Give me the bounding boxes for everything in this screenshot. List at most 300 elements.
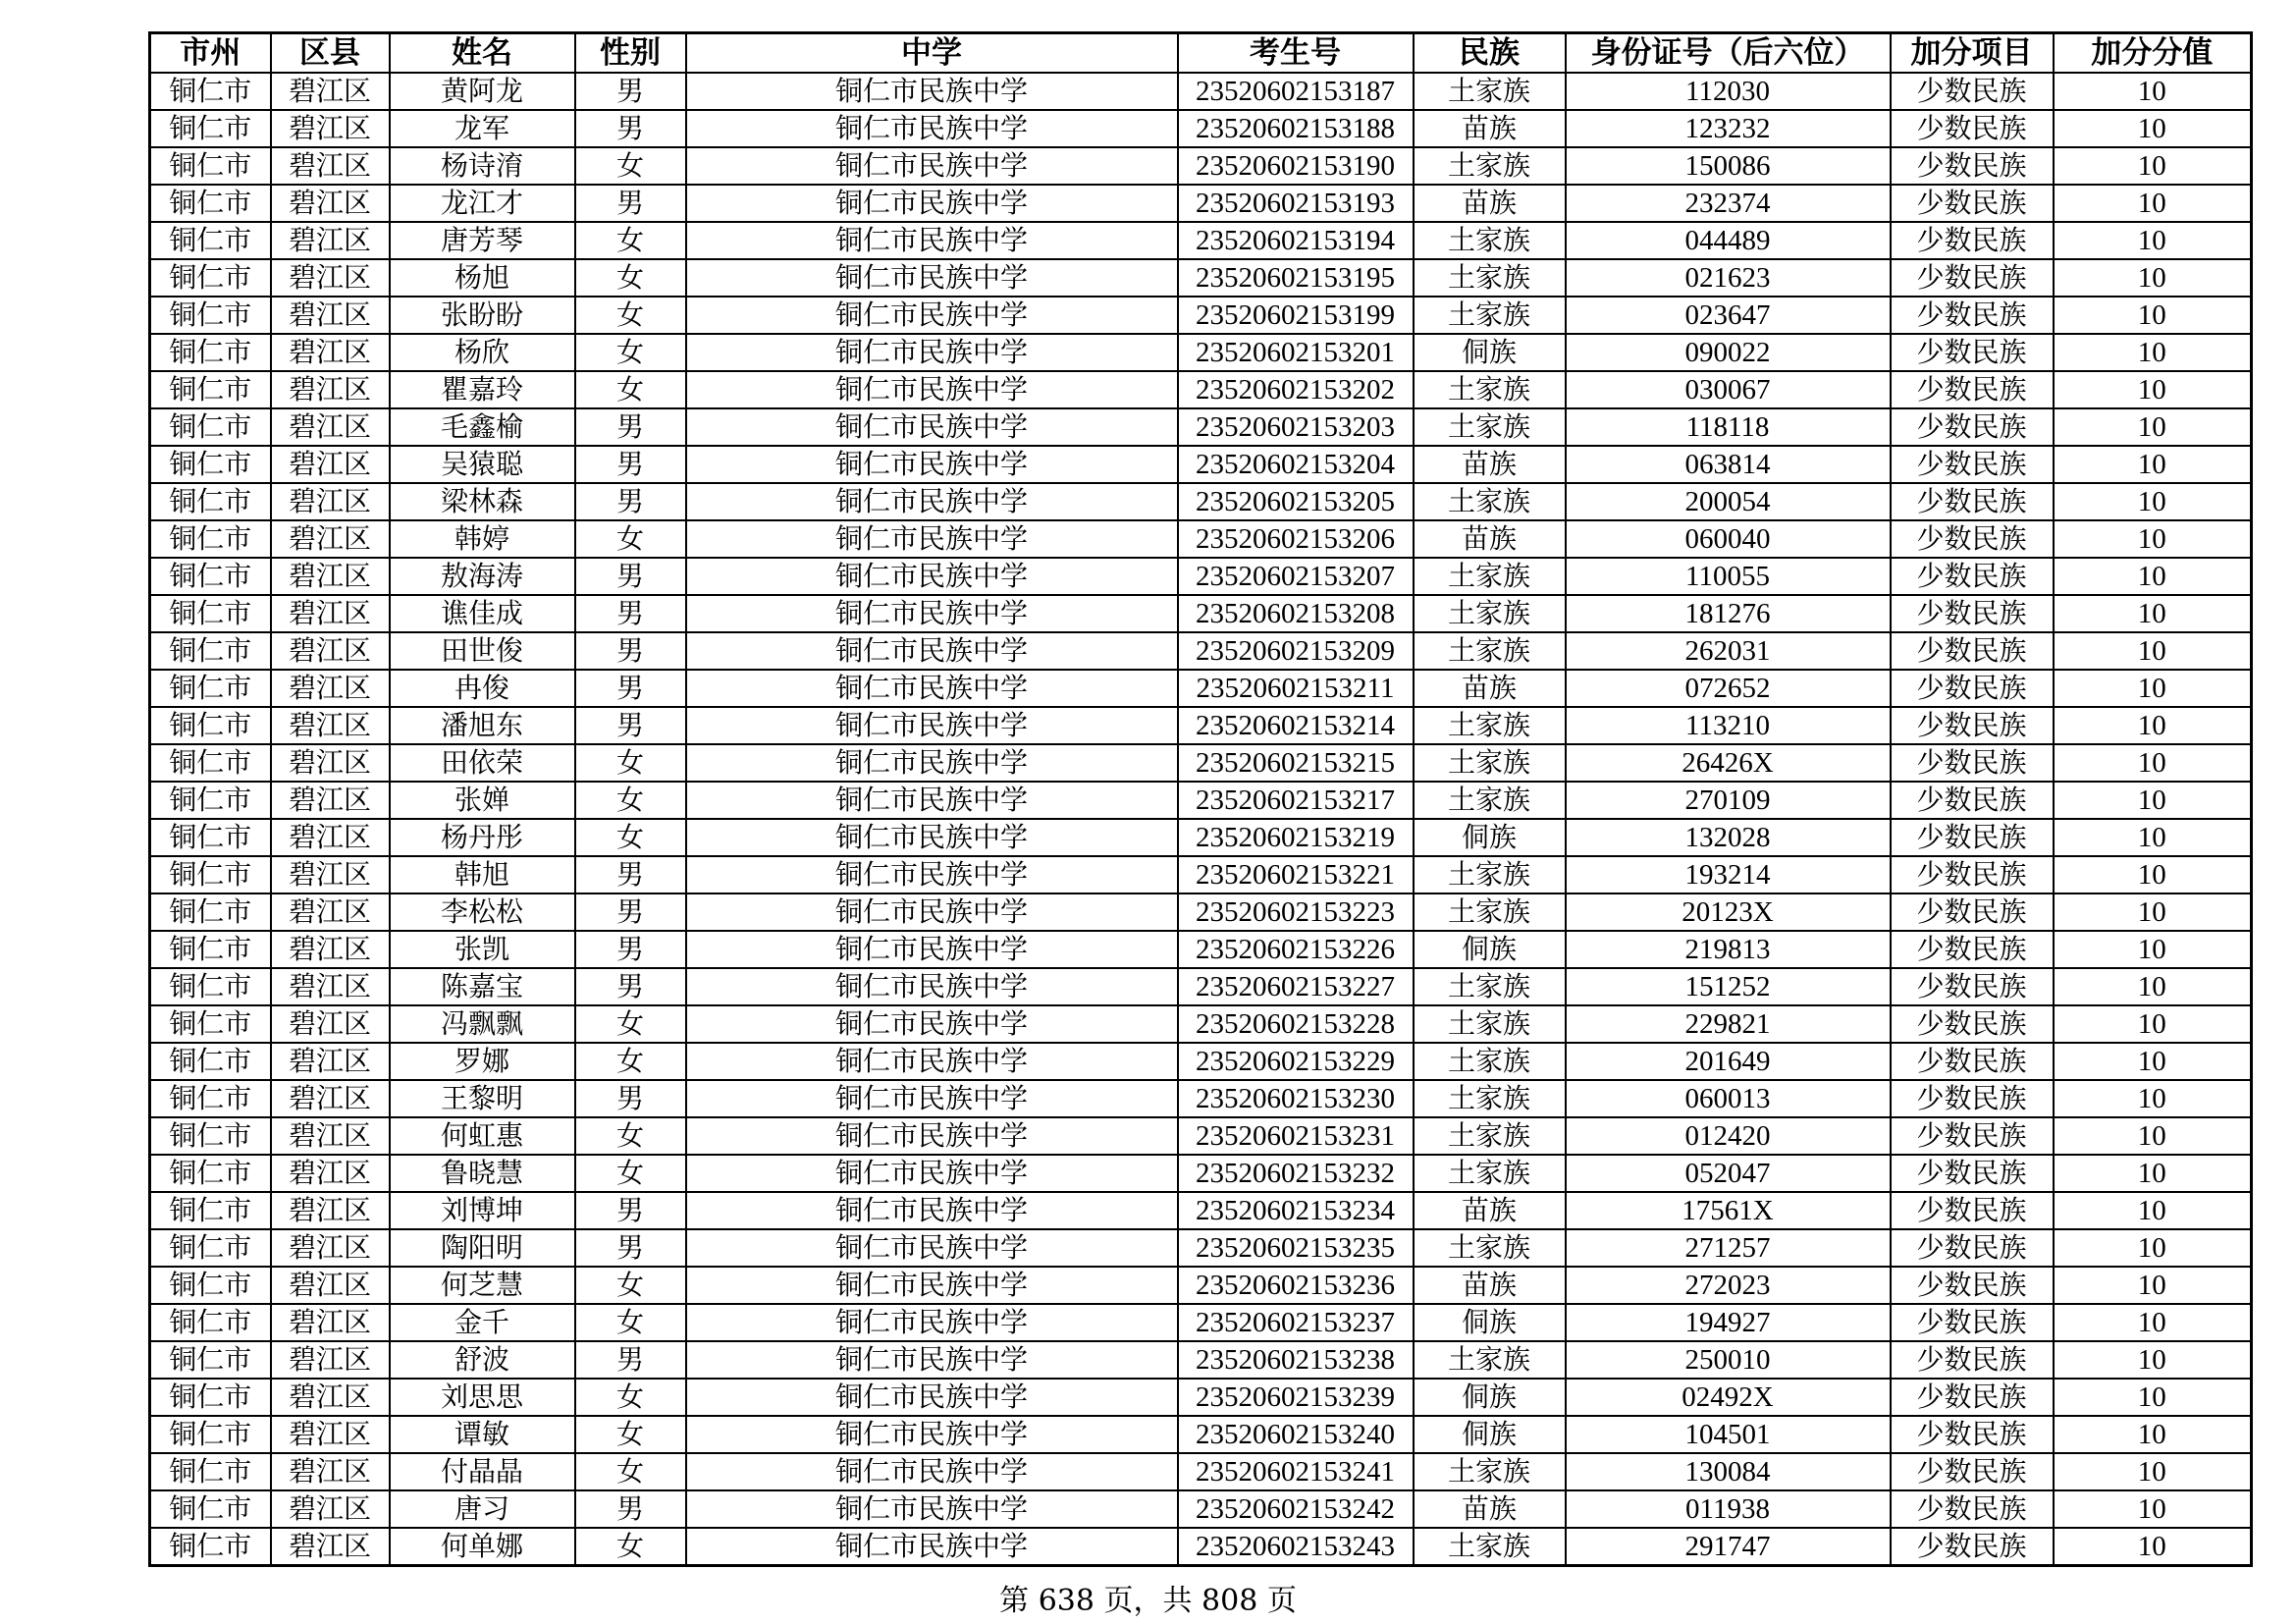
table-row [150, 1341, 2252, 1379]
table-row [150, 744, 2252, 782]
cell-school: 铜仁市民族中学 [686, 856, 1178, 893]
cell-bonus-item: 少数民族 [1891, 558, 2054, 595]
cell-bonus-value: 10 [2054, 1117, 2252, 1155]
cell-bonus-item: 少数民族 [1891, 1528, 2054, 1566]
cell-exam-number: 23520602153241 [1178, 1453, 1414, 1490]
table-row [150, 1043, 2252, 1080]
cell-exam-number: 23520602153215 [1178, 744, 1414, 782]
cell-exam-number: 23520602153227 [1178, 968, 1414, 1005]
cell-name: 付晶晶 [390, 1453, 575, 1490]
cell-id-last-six: 150086 [1566, 147, 1891, 185]
cell-id-last-six: 17561X [1566, 1192, 1891, 1229]
cell-bonus-item: 少数民族 [1891, 1304, 2054, 1341]
cell-city: 铜仁市 [150, 446, 271, 483]
cell-district: 碧江区 [271, 968, 390, 1005]
cell-ethnicity: 苗族 [1414, 520, 1566, 558]
cell-city: 铜仁市 [150, 1528, 271, 1566]
cell-district: 碧江区 [271, 1117, 390, 1155]
cell-id-last-six: 130084 [1566, 1453, 1891, 1490]
cell-ethnicity: 土家族 [1414, 782, 1566, 819]
cell-bonus-value: 10 [2054, 744, 2252, 782]
cell-city: 铜仁市 [150, 1453, 271, 1490]
cell-bonus-value: 10 [2054, 334, 2252, 371]
page-number-footer: 第 638 页，共 808 页 [999, 1584, 1297, 1618]
cell-bonus-item: 少数民族 [1891, 707, 2054, 744]
cell-ethnicity: 土家族 [1414, 1528, 1566, 1566]
table-row [150, 1416, 2252, 1453]
cell-school: 铜仁市民族中学 [686, 446, 1178, 483]
cell-district: 碧江区 [271, 1043, 390, 1080]
header-name: 姓名 [390, 33, 575, 74]
cell-id-last-six: 272023 [1566, 1267, 1891, 1304]
cell-school: 铜仁市民族中学 [686, 147, 1178, 185]
cell-city: 铜仁市 [150, 110, 271, 147]
cell-name: 唐芳琴 [390, 222, 575, 259]
cell-exam-number: 23520602153226 [1178, 931, 1414, 968]
cell-bonus-value: 10 [2054, 632, 2252, 670]
cell-district: 碧江区 [271, 147, 390, 185]
cell-exam-number: 23520602153238 [1178, 1341, 1414, 1379]
cell-school: 铜仁市民族中学 [686, 110, 1178, 147]
cell-gender: 女 [575, 1267, 686, 1304]
cell-ethnicity: 土家族 [1414, 1155, 1566, 1192]
table-row [150, 632, 2252, 670]
cell-city: 铜仁市 [150, 595, 271, 632]
cell-id-last-six: 151252 [1566, 968, 1891, 1005]
cell-name: 杨丹彤 [390, 819, 575, 856]
cell-id-last-six: 250010 [1566, 1341, 1891, 1379]
cell-name: 张凯 [390, 931, 575, 968]
cell-ethnicity: 土家族 [1414, 558, 1566, 595]
cell-bonus-value: 10 [2054, 1192, 2252, 1229]
cell-district: 碧江区 [271, 185, 390, 222]
cell-gender: 女 [575, 1304, 686, 1341]
cell-exam-number: 23520602153235 [1178, 1229, 1414, 1267]
cell-name: 王黎明 [390, 1080, 575, 1117]
table-row [150, 1192, 2252, 1229]
cell-school: 铜仁市民族中学 [686, 1267, 1178, 1304]
cell-gender: 男 [575, 670, 686, 707]
cell-district: 碧江区 [271, 1453, 390, 1490]
cell-ethnicity: 土家族 [1414, 408, 1566, 446]
cell-exam-number: 23520602153203 [1178, 408, 1414, 446]
cell-district: 碧江区 [271, 1341, 390, 1379]
cell-id-last-six: 113210 [1566, 707, 1891, 744]
cell-bonus-value: 10 [2054, 110, 2252, 147]
cell-ethnicity: 苗族 [1414, 1267, 1566, 1304]
cell-name: 何虹惠 [390, 1117, 575, 1155]
cell-school: 铜仁市民族中学 [686, 1155, 1178, 1192]
cell-bonus-value: 10 [2054, 1043, 2252, 1080]
cell-ethnicity: 土家族 [1414, 147, 1566, 185]
cell-district: 碧江区 [271, 595, 390, 632]
cell-bonus-value: 10 [2054, 1379, 2252, 1416]
cell-school: 铜仁市民族中学 [686, 1490, 1178, 1528]
cell-gender: 女 [575, 1416, 686, 1453]
cell-id-last-six: 021623 [1566, 259, 1891, 297]
cell-ethnicity: 苗族 [1414, 185, 1566, 222]
cell-exam-number: 23520602153206 [1178, 520, 1414, 558]
cell-gender: 女 [575, 1155, 686, 1192]
table-row [150, 782, 2252, 819]
cell-ethnicity: 土家族 [1414, 856, 1566, 893]
cell-city: 铜仁市 [150, 707, 271, 744]
cell-city: 铜仁市 [150, 297, 271, 334]
cell-school: 铜仁市民族中学 [686, 1341, 1178, 1379]
cell-district: 碧江区 [271, 1267, 390, 1304]
cell-district: 碧江区 [271, 1155, 390, 1192]
cell-bonus-item: 少数民族 [1891, 1043, 2054, 1080]
cell-name: 张盼盼 [390, 297, 575, 334]
cell-gender: 女 [575, 520, 686, 558]
cell-bonus-item: 少数民族 [1891, 73, 2054, 110]
cell-school: 铜仁市民族中学 [686, 893, 1178, 931]
table-row [150, 371, 2252, 408]
table-row [150, 931, 2252, 968]
cell-school: 铜仁市民族中学 [686, 520, 1178, 558]
cell-id-last-six: 023647 [1566, 297, 1891, 334]
cell-exam-number: 23520602153231 [1178, 1117, 1414, 1155]
cell-school: 铜仁市民族中学 [686, 931, 1178, 968]
cell-ethnicity: 土家族 [1414, 222, 1566, 259]
cell-id-last-six: 262031 [1566, 632, 1891, 670]
cell-ethnicity: 土家族 [1414, 707, 1566, 744]
table-row [150, 1379, 2252, 1416]
cell-ethnicity: 土家族 [1414, 632, 1566, 670]
cell-name: 谯佳成 [390, 595, 575, 632]
cell-district: 碧江区 [271, 1080, 390, 1117]
table-row [150, 856, 2252, 893]
header-exam-number: 考生号 [1178, 33, 1414, 74]
cell-district: 碧江区 [271, 297, 390, 334]
cell-ethnicity: 土家族 [1414, 595, 1566, 632]
cell-gender: 男 [575, 558, 686, 595]
cell-name: 田依荣 [390, 744, 575, 782]
cell-district: 碧江区 [271, 1005, 390, 1043]
header-bonus-item: 加分项目 [1891, 33, 2054, 74]
table-row [150, 819, 2252, 856]
cell-bonus-item: 少数民族 [1891, 147, 2054, 185]
cell-ethnicity: 苗族 [1414, 110, 1566, 147]
cell-exam-number: 23520602153221 [1178, 856, 1414, 893]
cell-bonus-value: 10 [2054, 856, 2252, 893]
cell-gender: 女 [575, 1005, 686, 1043]
cell-ethnicity: 侗族 [1414, 1416, 1566, 1453]
cell-bonus-value: 10 [2054, 1229, 2252, 1267]
cell-bonus-value: 10 [2054, 1267, 2252, 1304]
cell-exam-number: 23520602153195 [1178, 259, 1414, 297]
cell-id-last-six: 063814 [1566, 446, 1891, 483]
cell-district: 碧江区 [271, 558, 390, 595]
cell-bonus-item: 少数民族 [1891, 297, 2054, 334]
cell-ethnicity: 土家族 [1414, 744, 1566, 782]
cell-bonus-item: 少数民族 [1891, 446, 2054, 483]
table-row [150, 1267, 2252, 1304]
cell-name: 刘博坤 [390, 1192, 575, 1229]
cell-id-last-six: 193214 [1566, 856, 1891, 893]
cell-name: 杨旭 [390, 259, 575, 297]
cell-name: 韩婷 [390, 520, 575, 558]
cell-school: 铜仁市民族中学 [686, 595, 1178, 632]
cell-id-last-six: 291747 [1566, 1528, 1891, 1566]
cell-bonus-item: 少数民族 [1891, 259, 2054, 297]
cell-district: 碧江区 [271, 931, 390, 968]
cell-school: 铜仁市民族中学 [686, 334, 1178, 371]
cell-city: 铜仁市 [150, 520, 271, 558]
cell-id-last-six: 229821 [1566, 1005, 1891, 1043]
cell-gender: 男 [575, 893, 686, 931]
cell-bonus-item: 少数民族 [1891, 1490, 2054, 1528]
cell-name: 冯飘飘 [390, 1005, 575, 1043]
cell-district: 碧江区 [271, 1490, 390, 1528]
table-row [150, 595, 2252, 632]
bonus-points-table [148, 31, 2253, 1567]
cell-bonus-value: 10 [2054, 670, 2252, 707]
cell-school: 铜仁市民族中学 [686, 1080, 1178, 1117]
cell-gender: 男 [575, 185, 686, 222]
cell-bonus-value: 10 [2054, 893, 2252, 931]
cell-name: 冉俊 [390, 670, 575, 707]
cell-exam-number: 23520602153234 [1178, 1192, 1414, 1229]
cell-bonus-item: 少数民族 [1891, 222, 2054, 259]
cell-district: 碧江区 [271, 446, 390, 483]
cell-gender: 男 [575, 483, 686, 520]
cell-id-last-six: 011938 [1566, 1490, 1891, 1528]
cell-gender: 男 [575, 632, 686, 670]
cell-name: 鲁晓慧 [390, 1155, 575, 1192]
cell-bonus-item: 少数民族 [1891, 1005, 2054, 1043]
table-row [150, 707, 2252, 744]
cell-id-last-six: 123232 [1566, 110, 1891, 147]
table-row [150, 446, 2252, 483]
cell-school: 铜仁市民族中学 [686, 1005, 1178, 1043]
cell-exam-number: 23520602153217 [1178, 782, 1414, 819]
table-row [150, 1080, 2252, 1117]
table-row [150, 334, 2252, 371]
cell-exam-number: 23520602153239 [1178, 1379, 1414, 1416]
cell-city: 铜仁市 [150, 1155, 271, 1192]
cell-ethnicity: 苗族 [1414, 1192, 1566, 1229]
cell-school: 铜仁市民族中学 [686, 1192, 1178, 1229]
cell-bonus-value: 10 [2054, 222, 2252, 259]
cell-bonus-value: 10 [2054, 371, 2252, 408]
cell-school: 铜仁市民族中学 [686, 185, 1178, 222]
cell-exam-number: 23520602153194 [1178, 222, 1414, 259]
cell-name: 金千 [390, 1304, 575, 1341]
table-row [150, 408, 2252, 446]
cell-city: 铜仁市 [150, 1267, 271, 1304]
cell-bonus-item: 少数民族 [1891, 520, 2054, 558]
cell-city: 铜仁市 [150, 371, 271, 408]
cell-bonus-value: 10 [2054, 1453, 2252, 1490]
cell-name: 罗娜 [390, 1043, 575, 1080]
cell-exam-number: 23520602153187 [1178, 73, 1414, 110]
cell-name: 潘旭东 [390, 707, 575, 744]
table-header [150, 33, 2252, 74]
table-row [150, 222, 2252, 259]
cell-exam-number: 23520602153237 [1178, 1304, 1414, 1341]
cell-gender: 男 [575, 110, 686, 147]
cell-id-last-six: 132028 [1566, 819, 1891, 856]
cell-id-last-six: 052047 [1566, 1155, 1891, 1192]
cell-school: 铜仁市民族中学 [686, 1379, 1178, 1416]
cell-ethnicity: 土家族 [1414, 1043, 1566, 1080]
cell-exam-number: 23520602153242 [1178, 1490, 1414, 1528]
cell-city: 铜仁市 [150, 1192, 271, 1229]
cell-exam-number: 23520602153214 [1178, 707, 1414, 744]
cell-ethnicity: 土家族 [1414, 968, 1566, 1005]
cell-id-last-six: 270109 [1566, 782, 1891, 819]
cell-id-last-six: 030067 [1566, 371, 1891, 408]
cell-city: 铜仁市 [150, 1490, 271, 1528]
cell-bonus-item: 少数民族 [1891, 408, 2054, 446]
cell-bonus-item: 少数民族 [1891, 1416, 2054, 1453]
cell-bonus-value: 10 [2054, 558, 2252, 595]
cell-district: 碧江区 [271, 744, 390, 782]
cell-name: 龙江才 [390, 185, 575, 222]
cell-gender: 女 [575, 744, 686, 782]
cell-bonus-item: 少数民族 [1891, 334, 2054, 371]
table-row [150, 1304, 2252, 1341]
cell-name: 田世俊 [390, 632, 575, 670]
cell-gender: 女 [575, 259, 686, 297]
cell-gender: 女 [575, 222, 686, 259]
cell-school: 铜仁市民族中学 [686, 1528, 1178, 1566]
cell-bonus-value: 10 [2054, 968, 2252, 1005]
cell-city: 铜仁市 [150, 856, 271, 893]
cell-gender: 男 [575, 1080, 686, 1117]
cell-bonus-item: 少数民族 [1891, 595, 2054, 632]
cell-city: 铜仁市 [150, 259, 271, 297]
cell-school: 铜仁市民族中学 [686, 968, 1178, 1005]
cell-bonus-item: 少数民族 [1891, 670, 2054, 707]
cell-ethnicity: 土家族 [1414, 297, 1566, 334]
cell-ethnicity: 侗族 [1414, 334, 1566, 371]
cell-gender: 女 [575, 1453, 686, 1490]
header-id-last-six: 身份证号（后六位） [1566, 33, 1891, 74]
cell-bonus-item: 少数民族 [1891, 371, 2054, 408]
cell-gender: 男 [575, 1229, 686, 1267]
cell-school: 铜仁市民族中学 [686, 632, 1178, 670]
cell-id-last-six: 219813 [1566, 931, 1891, 968]
cell-exam-number: 23520602153211 [1178, 670, 1414, 707]
table-row [150, 520, 2252, 558]
cell-gender: 女 [575, 147, 686, 185]
cell-city: 铜仁市 [150, 893, 271, 931]
cell-exam-number: 23520602153207 [1178, 558, 1414, 595]
cell-city: 铜仁市 [150, 1304, 271, 1341]
cell-gender: 女 [575, 782, 686, 819]
cell-bonus-item: 少数民族 [1891, 110, 2054, 147]
cell-city: 铜仁市 [150, 819, 271, 856]
cell-bonus-item: 少数民族 [1891, 856, 2054, 893]
cell-school: 铜仁市民族中学 [686, 259, 1178, 297]
cell-city: 铜仁市 [150, 1043, 271, 1080]
cell-id-last-six: 090022 [1566, 334, 1891, 371]
cell-gender: 男 [575, 1341, 686, 1379]
cell-gender: 女 [575, 1117, 686, 1155]
cell-name: 唐习 [390, 1490, 575, 1528]
cell-bonus-value: 10 [2054, 297, 2252, 334]
cell-bonus-item: 少数民族 [1891, 632, 2054, 670]
cell-gender: 女 [575, 819, 686, 856]
cell-name: 龙军 [390, 110, 575, 147]
cell-bonus-value: 10 [2054, 408, 2252, 446]
cell-school: 铜仁市民族中学 [686, 483, 1178, 520]
cell-bonus-item: 少数民族 [1891, 1379, 2054, 1416]
cell-bonus-item: 少数民族 [1891, 1453, 2054, 1490]
cell-bonus-item: 少数民族 [1891, 1341, 2054, 1379]
cell-exam-number: 23520602153188 [1178, 110, 1414, 147]
cell-school: 铜仁市民族中学 [686, 744, 1178, 782]
cell-bonus-value: 10 [2054, 1155, 2252, 1192]
cell-school: 铜仁市民族中学 [686, 73, 1178, 110]
cell-bonus-value: 10 [2054, 1080, 2252, 1117]
cell-bonus-item: 少数民族 [1891, 1229, 2054, 1267]
cell-bonus-value: 10 [2054, 931, 2252, 968]
cell-district: 碧江区 [271, 371, 390, 408]
cell-bonus-item: 少数民族 [1891, 1155, 2054, 1192]
cell-city: 铜仁市 [150, 1341, 271, 1379]
cell-bonus-item: 少数民族 [1891, 1267, 2054, 1304]
cell-gender: 男 [575, 595, 686, 632]
cell-city: 铜仁市 [150, 222, 271, 259]
cell-gender: 男 [575, 968, 686, 1005]
cell-bonus-item: 少数民族 [1891, 1080, 2054, 1117]
table-row [150, 483, 2252, 520]
cell-school: 铜仁市民族中学 [686, 1304, 1178, 1341]
cell-ethnicity: 土家族 [1414, 1005, 1566, 1043]
cell-exam-number: 23520602153193 [1178, 185, 1414, 222]
cell-name: 黄阿龙 [390, 73, 575, 110]
cell-district: 碧江区 [271, 1416, 390, 1453]
cell-bonus-item: 少数民族 [1891, 893, 2054, 931]
table-row [150, 1528, 2252, 1566]
cell-id-last-six: 232374 [1566, 185, 1891, 222]
header-bonus-value: 加分分值 [2054, 33, 2252, 74]
cell-school: 铜仁市民族中学 [686, 782, 1178, 819]
cell-school: 铜仁市民族中学 [686, 1117, 1178, 1155]
cell-city: 铜仁市 [150, 483, 271, 520]
cell-name: 杨欣 [390, 334, 575, 371]
header-city: 市州 [150, 33, 271, 74]
cell-exam-number: 23520602153204 [1178, 446, 1414, 483]
cell-bonus-value: 10 [2054, 446, 2252, 483]
cell-name: 舒波 [390, 1341, 575, 1379]
table-row [150, 1453, 2252, 1490]
cell-name: 陈嘉宝 [390, 968, 575, 1005]
cell-gender: 男 [575, 1490, 686, 1528]
cell-exam-number: 23520602153209 [1178, 632, 1414, 670]
cell-exam-number: 23520602153199 [1178, 297, 1414, 334]
cell-id-last-six: 112030 [1566, 73, 1891, 110]
cell-city: 铜仁市 [150, 968, 271, 1005]
cell-gender: 女 [575, 1379, 686, 1416]
cell-exam-number: 23520602153190 [1178, 147, 1414, 185]
cell-id-last-six: 271257 [1566, 1229, 1891, 1267]
cell-city: 铜仁市 [150, 558, 271, 595]
cell-name: 杨诗淯 [390, 147, 575, 185]
cell-id-last-six: 060040 [1566, 520, 1891, 558]
cell-city: 铜仁市 [150, 147, 271, 185]
cell-gender: 男 [575, 73, 686, 110]
cell-district: 碧江区 [271, 819, 390, 856]
cell-id-last-six: 104501 [1566, 1416, 1891, 1453]
table-row [150, 147, 2252, 185]
cell-name: 何单娜 [390, 1528, 575, 1566]
cell-name: 敖海涛 [390, 558, 575, 595]
cell-id-last-six: 20123X [1566, 893, 1891, 931]
